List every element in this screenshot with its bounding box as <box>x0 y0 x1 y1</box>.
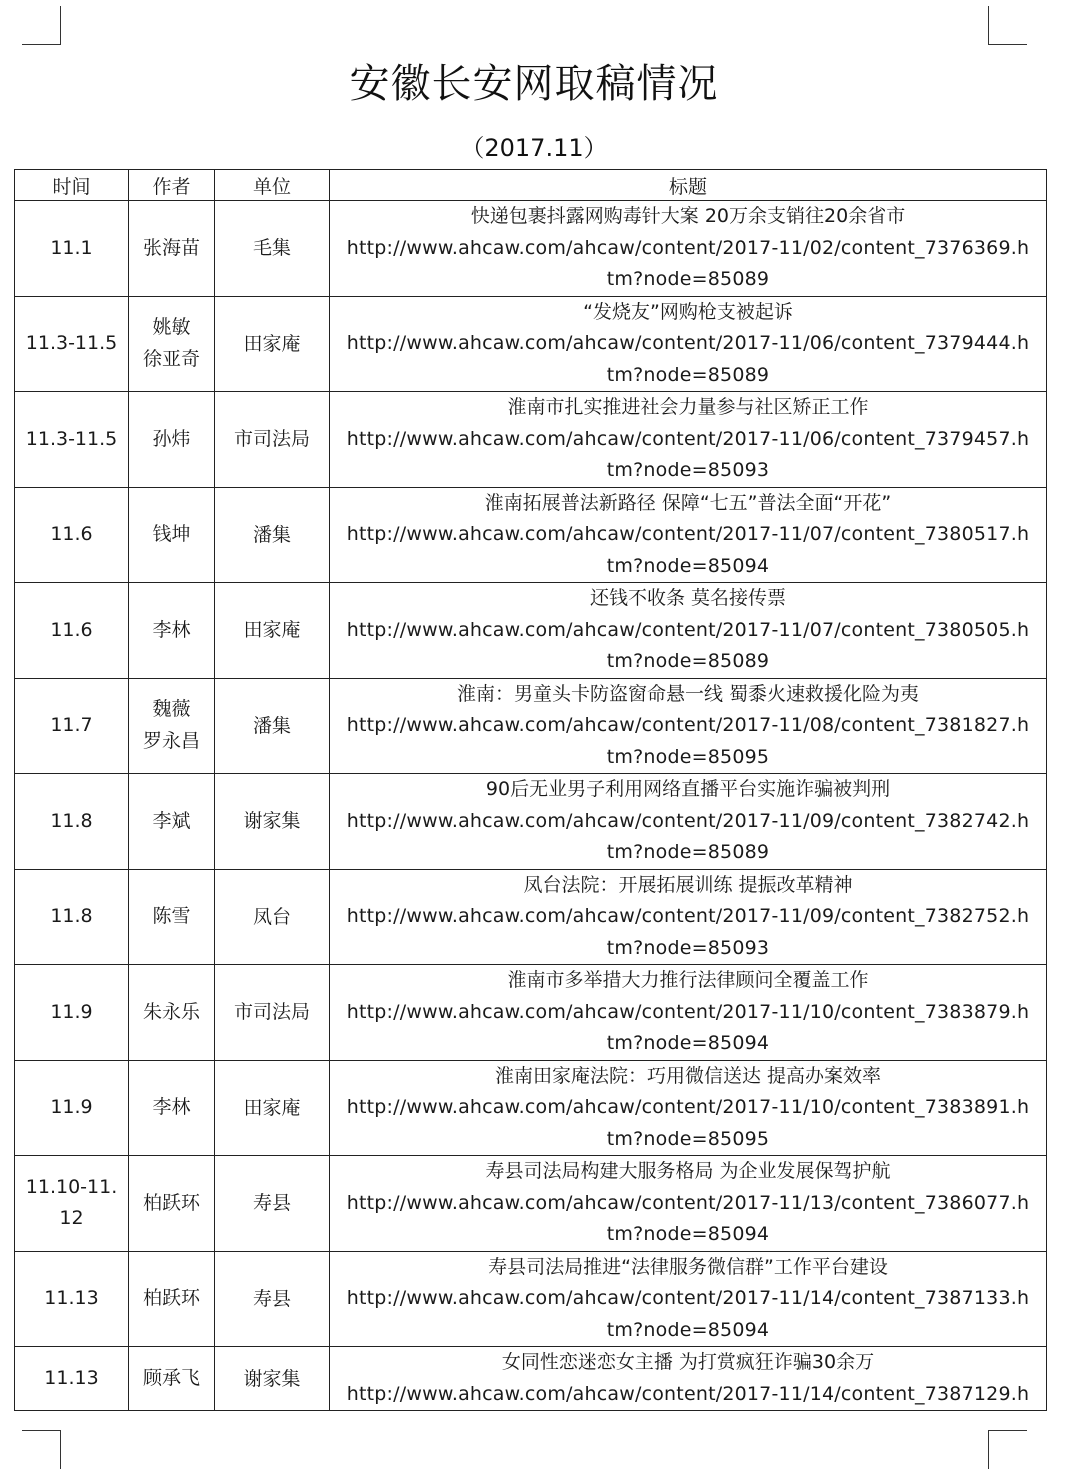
date-cell <box>15 487 129 583</box>
author-cell <box>129 1060 215 1156</box>
article-headline: 凤台法院：开展拓展训练 提振改革精神 <box>523 873 853 896</box>
title-cell <box>330 774 1047 870</box>
article-url: http://www.ahcaw.com/ahcaw/content/2017-11/08/content_7381827.h <box>346 714 1030 736</box>
table-body <box>15 201 1047 1411</box>
date-cell <box>15 201 129 297</box>
unit-cell: 潘集 <box>215 487 330 583</box>
date-cell <box>15 1347 129 1411</box>
author-cell-line: 柏跃环 <box>142 1191 200 1214</box>
date-cell <box>15 965 129 1061</box>
title-cell <box>330 869 1047 965</box>
date-cell-line: 11.7 <box>50 714 93 736</box>
article-url-continued: tm?node=85093 <box>606 459 770 481</box>
date-cell <box>15 296 129 392</box>
article-url-continued: tm?node=85094 <box>606 1223 770 1245</box>
table-row <box>15 487 1047 583</box>
author-cell-line: 李斌 <box>152 809 191 832</box>
unit-cell: 田家庵 <box>215 296 330 392</box>
article-url: http://www.ahcaw.com/ahcaw/content/2017-11/10/content_7383879.h <box>346 1000 1030 1023</box>
article-headline: 淮南拓展普法新路径 保障“七五”普法全面“开花” <box>484 491 892 514</box>
author-cell <box>129 1347 215 1411</box>
date-cell-line: 11.9 <box>50 1096 93 1118</box>
article-url: http://www.ahcaw.com/ahcaw/content/2017-11/06/content_7379457.h <box>346 427 1030 450</box>
article-url-continued: tm?node=85094 <box>606 1318 770 1341</box>
crop-mark-bottom-right <box>988 1430 1027 1469</box>
date-cell <box>15 869 129 965</box>
date-cell-line: 11.13 <box>44 1287 99 1309</box>
page-title: 安徽长安网取稿情况 <box>349 61 719 107</box>
article-url: http://www.ahcaw.com/ahcaw/content/2017-11/02/content_7376369.h <box>346 236 1030 259</box>
author-cell-line: 陈雪 <box>152 905 191 927</box>
date-cell-line: 12 <box>59 1207 84 1230</box>
date-cell <box>15 583 129 679</box>
unit-cell: 潘集 <box>215 678 330 774</box>
author-cell-line: 姚敏 <box>152 316 191 339</box>
author-cell-line: 顾承飞 <box>142 1366 200 1389</box>
article-headline: 淮南市扎实推进社会力量参与社区矫正工作 <box>507 396 869 418</box>
date-cell-line: 11.6 <box>50 618 93 641</box>
author-cell <box>129 1251 215 1347</box>
author-cell <box>129 965 215 1061</box>
author-cell <box>129 1156 215 1252</box>
title-cell <box>330 296 1047 392</box>
header-date: 时间 <box>15 170 129 201</box>
crop-mark-top-right <box>988 6 1027 45</box>
date-cell <box>15 1251 129 1347</box>
date-cell-line: 11.9 <box>50 1000 93 1023</box>
article-headline: 女同性恋迷恋女主播 为打赏疯狂诈骗30余万 <box>501 1351 875 1373</box>
table-row <box>15 1347 1047 1411</box>
author-cell <box>129 201 215 297</box>
unit-cell: 谢家集 <box>215 774 330 870</box>
crop-mark-top-left <box>22 6 61 45</box>
table-row <box>15 869 1047 965</box>
author-cell-line: 李林 <box>152 1096 191 1118</box>
article-headline: 90后无业男子利用网络直播平台实施诈骗被判刑 <box>485 778 891 800</box>
submissions-table <box>14 169 1047 1411</box>
author-cell-line: 徐亚奇 <box>142 347 200 370</box>
author-cell-line: 柏跃环 <box>142 1287 200 1309</box>
date-cell-line: 11.13 <box>44 1366 99 1389</box>
date-cell-line: 11.1 <box>50 236 93 259</box>
unit-cell: 毛集 <box>215 201 330 297</box>
article-url: http://www.ahcaw.com/ahcaw/content/2017-11/09/content_7382752.h <box>346 905 1030 927</box>
article-url-continued: tm?node=85089 <box>606 650 770 672</box>
author-cell <box>129 487 215 583</box>
article-url-continued: tm?node=85095 <box>606 1127 770 1150</box>
table-row <box>15 583 1047 679</box>
article-url-continued: tm?node=85093 <box>606 936 770 959</box>
title-cell <box>330 201 1047 297</box>
date-cell <box>15 392 129 488</box>
author-cell-line: 魏薇 <box>152 698 191 721</box>
article-url: http://www.ahcaw.com/ahcaw/content/2017-11/09/content_7382742.h <box>346 809 1030 832</box>
unit-cell: 寿县 <box>215 1156 330 1252</box>
article-url-continued: tm?node=85095 <box>606 745 770 768</box>
article-url: http://www.ahcaw.com/ahcaw/content/2017-11/06/content_7379444.h <box>346 332 1030 354</box>
table-row <box>15 1251 1047 1347</box>
unit-cell: 田家庵 <box>215 1060 330 1156</box>
article-url-continued: tm?node=85089 <box>606 363 770 386</box>
title-cell <box>330 1251 1047 1347</box>
author-cell-line: 孙炜 <box>152 427 191 450</box>
article-headline: 还钱不收条 莫名接传票 <box>589 587 787 609</box>
author-cell-line: 朱永乐 <box>142 1000 200 1023</box>
title-cell <box>330 965 1047 1061</box>
author-cell <box>129 774 215 870</box>
date-cell-line: 11.8 <box>50 809 93 832</box>
table-row <box>15 201 1047 297</box>
date-cell-line: 11.8 <box>50 905 93 927</box>
date-cell <box>15 1156 129 1252</box>
date-cell-line: 11.3-11.5 <box>25 427 118 450</box>
table-row <box>15 965 1047 1061</box>
unit-cell: 凤台 <box>215 869 330 965</box>
table-row <box>15 392 1047 488</box>
article-headline: 快递包裹抖露网购毒针大案 20万余支销往20余省市 <box>470 205 906 227</box>
date-cell <box>15 774 129 870</box>
article-headline: 淮南：男童头卡防盗窗命悬一线 蜀黍火速救援化险为夷 <box>456 682 920 705</box>
title-cell <box>330 1156 1047 1252</box>
article-headline: 寿县司法局构建大服务格局 为企业发展保驾护航 <box>485 1160 891 1182</box>
title-cell <box>330 487 1047 583</box>
article-url: http://www.ahcaw.com/ahcaw/content/2017-11/14/content_7387133.h <box>346 1287 1030 1309</box>
unit-cell: 市司法局 <box>215 392 330 488</box>
table-row <box>15 1156 1047 1252</box>
date-cell <box>15 1060 129 1156</box>
unit-cell: 谢家集 <box>215 1347 330 1411</box>
header-title: 标题 <box>330 170 1047 201</box>
author-cell <box>129 869 215 965</box>
article-url-continued: tm?node=85094 <box>606 554 770 577</box>
date-cell <box>15 678 129 774</box>
header-unit: 单位 <box>215 170 330 201</box>
article-url-continued: tm?node=85089 <box>606 268 770 290</box>
date-cell-line: 11.10-11. <box>25 1175 118 1198</box>
table-row <box>15 774 1047 870</box>
title-cell <box>330 1347 1047 1411</box>
author-cell-line: 李林 <box>152 618 191 641</box>
table-row <box>15 678 1047 774</box>
unit-cell: 寿县 <box>215 1251 330 1347</box>
title-cell <box>330 1060 1047 1156</box>
author-cell-line: 罗永昌 <box>142 729 200 752</box>
article-url: http://www.ahcaw.com/ahcaw/content/2017-11/07/content_7380517.h <box>346 523 1030 545</box>
article-headline: 寿县司法局推进“法律服务微信群”工作平台建设 <box>488 1255 888 1278</box>
unit-cell: 市司法局 <box>215 965 330 1061</box>
title-cell <box>330 392 1047 488</box>
table-row <box>15 1060 1047 1156</box>
article-url: http://www.ahcaw.com/ahcaw/content/2017-11/13/content_7386077.h <box>346 1191 1030 1214</box>
table-header-row <box>15 170 1047 201</box>
article-headline: “发烧友”网购枪支被起诉 <box>583 300 793 323</box>
title-cell <box>330 678 1047 774</box>
title-cell <box>330 583 1047 679</box>
article-url: http://www.ahcaw.com/ahcaw/content/2017-11/10/content_7383891.h <box>346 1096 1030 1118</box>
table-row <box>15 296 1047 392</box>
author-cell <box>129 392 215 488</box>
header-author: 作者 <box>129 170 215 201</box>
author-cell-line: 钱坤 <box>152 523 191 545</box>
article-url-continued: tm?node=85094 <box>606 1032 770 1054</box>
article-url: http://www.ahcaw.com/ahcaw/content/2017-11/07/content_7380505.h <box>346 618 1030 641</box>
author-cell-line: 张海苗 <box>142 236 200 259</box>
crop-mark-bottom-left <box>22 1430 61 1469</box>
article-headline: 淮南市多举措大力推行法律顾问全覆盖工作 <box>507 969 869 991</box>
date-cell-line: 11.6 <box>50 523 93 545</box>
article-headline: 淮南田家庵法院：巧用微信送达 提高办案效率 <box>494 1064 882 1087</box>
author-cell <box>129 296 215 392</box>
date-cell-line: 11.3-11.5 <box>25 332 118 354</box>
page-subtitle: （2017.11） <box>460 134 608 162</box>
unit-cell: 田家庵 <box>215 583 330 679</box>
author-cell <box>129 678 215 774</box>
article-url: http://www.ahcaw.com/ahcaw/content/2017-11/14/content_7387129.h <box>346 1382 1030 1405</box>
article-url-continued: tm?node=85089 <box>606 841 770 863</box>
author-cell <box>129 583 215 679</box>
